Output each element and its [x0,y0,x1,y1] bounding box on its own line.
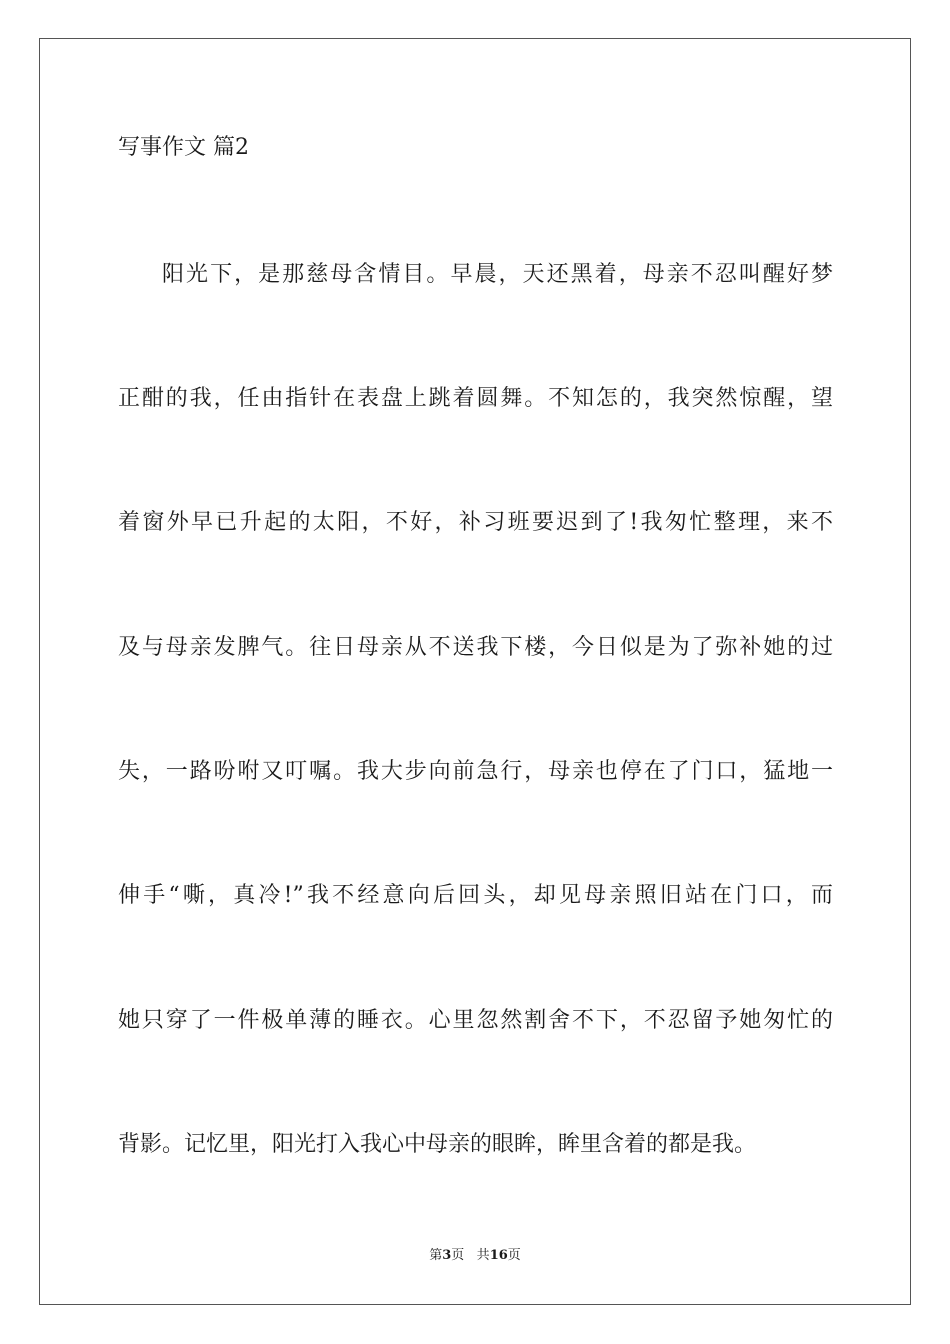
paragraph-line: 失，一路吩咐又叮嘱。我大步向前急行，母亲也停在了门口，猛地一 [118,759,833,784]
paragraph-line: 她只穿了一件极单薄的睡衣。心里忽然割舍不下，不忍留予她匆忙的 [118,1008,833,1033]
page-border [39,38,911,1305]
paragraph-line: 背影。记忆里，阳光打入我心中母亲的眼眸，眸里含着的都是我。 [118,1132,757,1157]
total-page-count: 16 [489,1248,508,1263]
page-suffix: 页 [451,1248,465,1263]
paragraph-line: 着窗外早已升起的太阳，不好，补习班要迟到了!我匆忙整理，来不 [118,510,833,535]
total-suffix: 页 [507,1248,521,1263]
paragraph-line: 正酣的我，任由指针在表盘上跳着圆舞。不知怎的，我突然惊醒，望 [118,386,833,411]
page-footer [0,1246,950,1266]
essay-title: 写事作文 篇2 [118,135,249,160]
paragraph-line: 伸手“嘶，真冷!”我不经意向后回头，却见母亲照旧站在门口，而 [118,883,833,908]
current-page-number: 3 [442,1248,452,1263]
page-prefix: 第 [429,1248,443,1263]
paragraph-line: 及与母亲发脾气。往日母亲从不送我下楼，今日似是为了弥补她的过 [118,635,833,660]
paragraph-line: 阳光下，是那慈母含情目。早晨，天还黑着，母亲不忍叫醒好梦 [162,262,833,287]
total-prefix: 共 [476,1248,490,1263]
